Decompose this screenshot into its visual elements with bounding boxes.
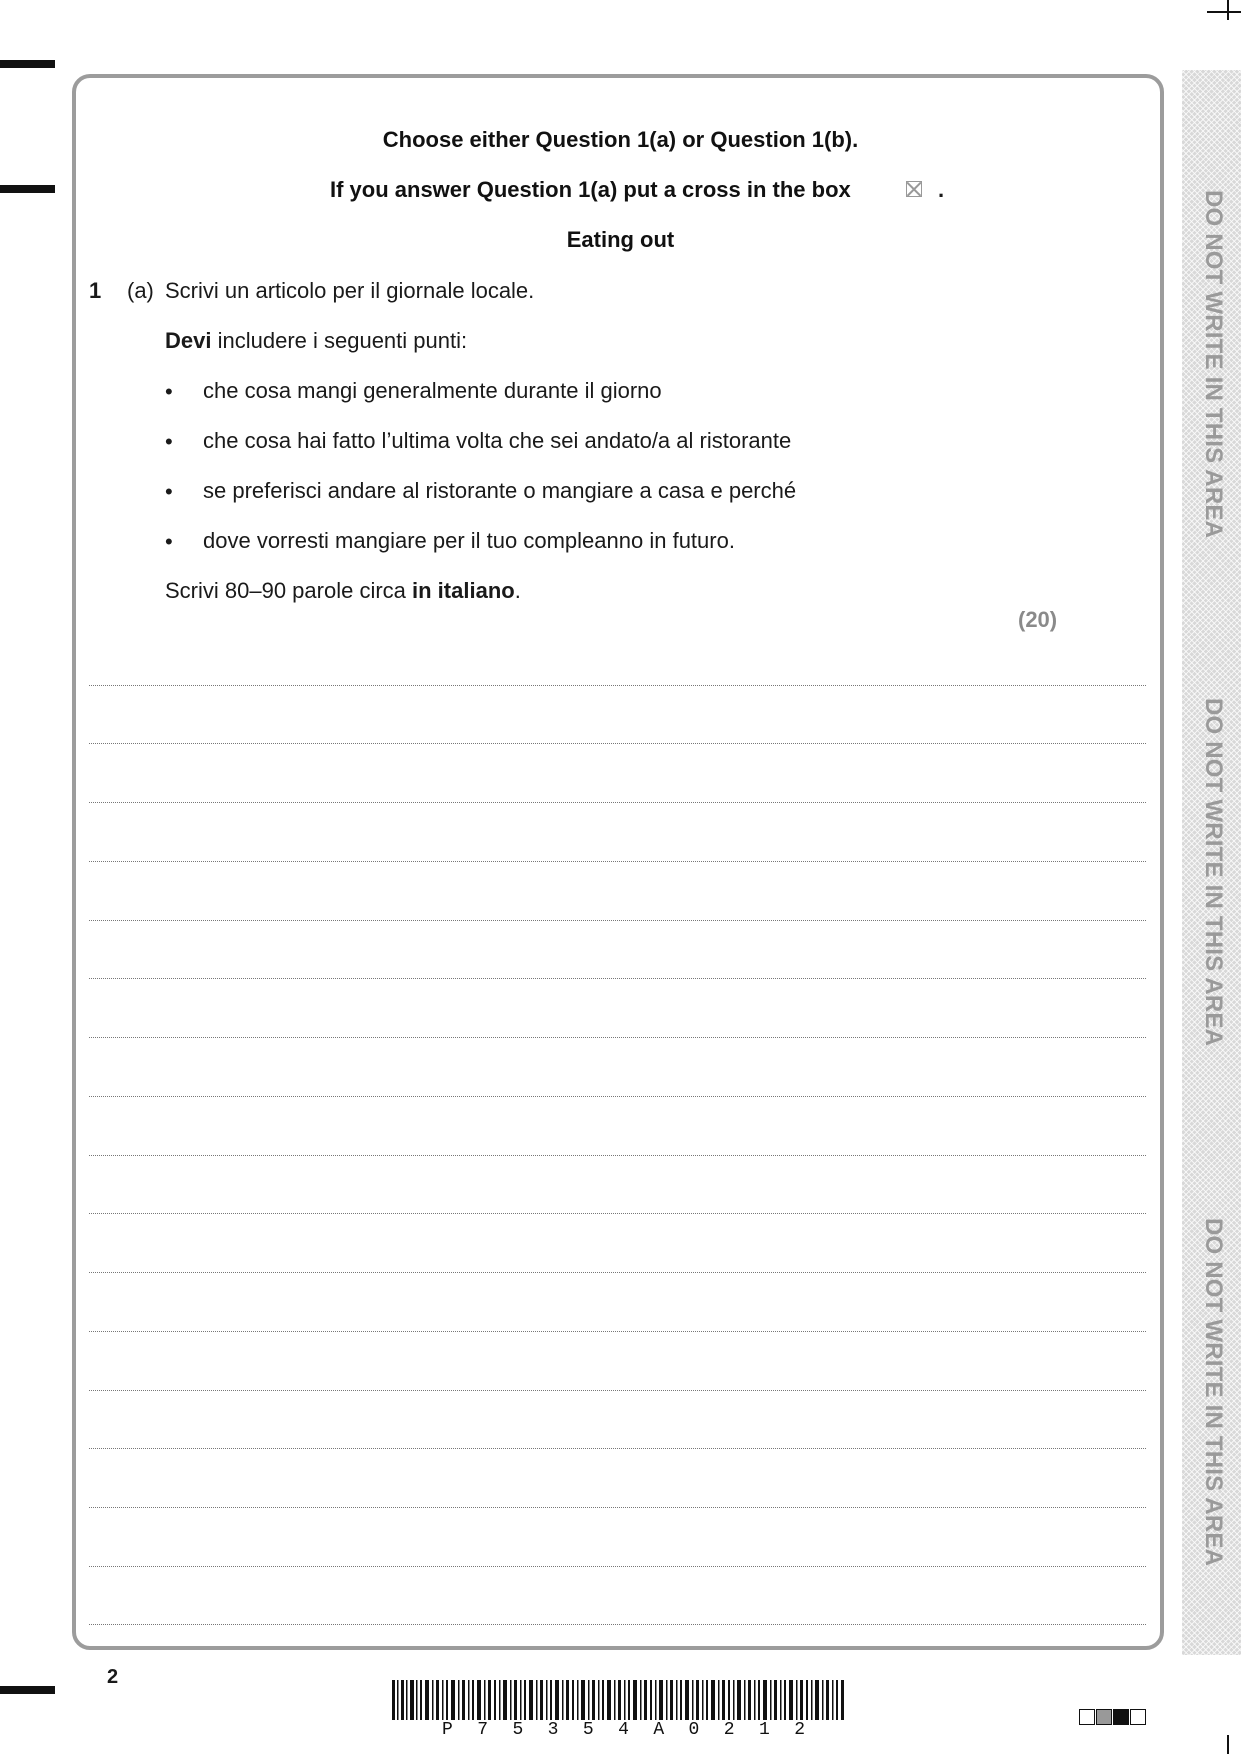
bullet-point: se preferisci andare al ristorante o mangiare a casa e perché (203, 478, 797, 503)
question-prompt: Scrivi un articolo per il giornale locale. (165, 278, 535, 303)
answer-line[interactable] (89, 1507, 1146, 1508)
answer-line[interactable] (89, 802, 1146, 803)
answer-line[interactable] (89, 1037, 1146, 1038)
bullet-icon: • (165, 429, 173, 454)
barcode (392, 1680, 847, 1720)
barcode-digit: 5 (582, 1720, 594, 1740)
bullet-icon: • (165, 479, 173, 504)
barcode-digit: 1 (758, 1720, 770, 1740)
crop-mark (1227, 1735, 1229, 1754)
answer-line[interactable] (89, 1272, 1146, 1273)
bullet-point: che cosa hai fatto l’ultima volta che sei andato/a al ristorante (203, 428, 792, 453)
answer-frame (72, 74, 1164, 1650)
barcode-digits (392, 1720, 847, 1740)
answer-line[interactable] (89, 685, 1146, 686)
indicator-square (1079, 1709, 1095, 1725)
bullet-point: dove vorresti mangiare per il tuo compleanno in futuro. (203, 528, 735, 553)
answer-line[interactable] (89, 1566, 1146, 1567)
word-suffix: . (514, 578, 521, 603)
choose-instruction: Choose either Question 1(a) or Question 1(b). (382, 127, 859, 152)
cross-suffix: . (938, 177, 945, 202)
cross-instruction-row (330, 177, 851, 203)
answer-line[interactable] (89, 1096, 1146, 1097)
page-number: 2 (107, 1666, 119, 1688)
question-number: 1 (89, 278, 102, 303)
do-not-write-label: DO NOT WRITE IN THIS AREA (1200, 698, 1227, 1047)
barcode-digit: 2 (794, 1720, 805, 1740)
answer-line[interactable] (89, 920, 1146, 921)
answer-line[interactable] (89, 978, 1146, 979)
answer-line[interactable] (89, 1155, 1146, 1156)
indicator-square (1113, 1709, 1129, 1725)
marks-label: (20) (1018, 607, 1058, 632)
indicator-square (1130, 1709, 1146, 1725)
indicator-square (1096, 1709, 1112, 1725)
answer-line[interactable] (89, 1390, 1146, 1391)
barcode-digit: A (653, 1720, 665, 1740)
bullet-icon: • (165, 529, 173, 554)
bullet-icon: • (165, 379, 173, 404)
answer-line[interactable] (89, 861, 1146, 862)
barcode-digit: 4 (618, 1720, 629, 1740)
must-include-line (165, 328, 467, 354)
answer-line[interactable] (89, 743, 1146, 744)
crop-mark (1227, 0, 1229, 20)
word-prefix: Scrivi 80–90 parole circa (165, 578, 413, 603)
barcode-digit: 2 (723, 1720, 735, 1740)
margin-bar (0, 185, 55, 193)
do-not-write-label: DO NOT WRITE IN THIS AREA (1200, 1218, 1227, 1567)
answer-line[interactable] (89, 1448, 1146, 1449)
answer-line[interactable] (89, 1331, 1146, 1332)
margin-bar (0, 1686, 55, 1694)
question-part: (a) (127, 278, 154, 303)
word-count-instruction (165, 578, 521, 604)
bullet-point: che cosa mangi generalmente durante il giorno (203, 378, 662, 403)
barcode-digit: 0 (688, 1720, 700, 1740)
barcode-digit: P (442, 1720, 453, 1740)
must-rest: includere i seguenti punti: (211, 328, 468, 353)
page-indicator-squares (1079, 1709, 1147, 1725)
topic-title: Eating out (566, 227, 675, 252)
cross-instruction: If you answer Question 1(a) put a cross in the box (330, 177, 851, 202)
crop-mark (1207, 11, 1241, 13)
barcode-digit: 3 (547, 1720, 559, 1740)
do-not-write-label: DO NOT WRITE IN THIS AREA (1200, 190, 1227, 539)
answer-line[interactable] (89, 1213, 1146, 1214)
word-bold: in italiano (412, 578, 515, 603)
barcode-digit: 5 (512, 1720, 524, 1740)
answer-line[interactable] (89, 1624, 1146, 1625)
answer-cross-box[interactable] (906, 181, 922, 197)
must-bold: Devi (165, 328, 212, 353)
barcode-digit: 7 (477, 1720, 489, 1740)
margin-bar (0, 60, 55, 68)
